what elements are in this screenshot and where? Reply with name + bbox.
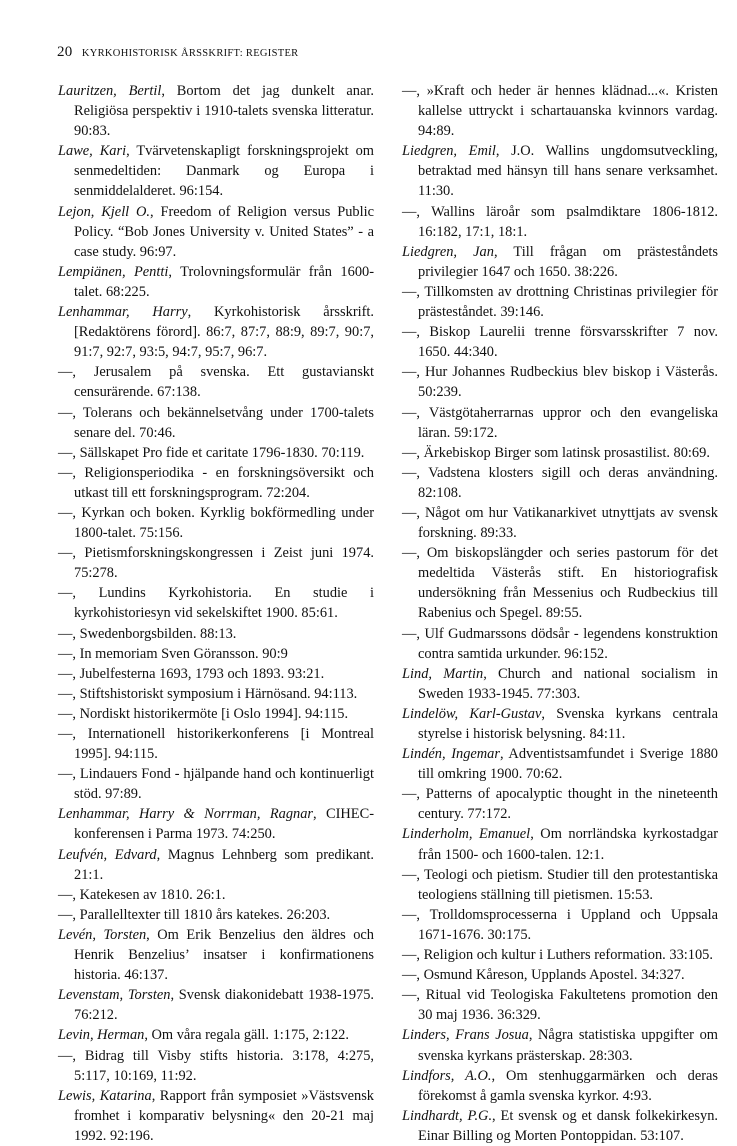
entry-text: —, Ulf Gudmarssons dödsår - legendens konstruktion contra samtida urkunder. 96:152.: [402, 625, 718, 662]
entry-author: Lindfors, A.O.: [402, 1067, 492, 1084]
entry-text: —, Stiftshistoriskt symposium i Härnösand. 94:113.: [58, 685, 358, 702]
entry-text: , Om Erik Benzelius den äldres och Henrik Benzelius’ insatser i konfirmationens historia. 46:137.: [74, 926, 374, 984]
entry-author: Lenhammar, Harry: [58, 304, 188, 321]
register-entry: [402, 81, 718, 141]
entry-text: —, In memoriam Sven Göransson. 90:9: [58, 645, 288, 662]
register-entry: [402, 1025, 718, 1065]
register-entry: [58, 463, 374, 503]
register-entry: [58, 724, 374, 764]
entry-text: —, Jerusalem på svenska. Ett gustavianskt censurärende. 67:138.: [58, 364, 374, 401]
register-entry: [58, 845, 374, 885]
entry-author: Levin, Herman: [58, 1027, 145, 1044]
register-entry: [402, 443, 718, 463]
right-column: [402, 81, 718, 1146]
left-column: [58, 81, 374, 1146]
register-entry: [402, 1106, 718, 1146]
entry-author: Liedgren, Jan: [402, 243, 494, 260]
entry-text: —, Hur Johannes Rudbeckius blev biskop i Västerås. 50:239.: [402, 364, 718, 401]
entry-text: —, Tolerans och bekännelsetvång under 1700-talets senare del. 70:46.: [58, 404, 374, 441]
entry-text: —, Parallelltexter till 1810 års katekes. 26:203.: [58, 906, 331, 923]
register-entry: [402, 463, 718, 503]
entry-author: Lawe, Kari: [58, 143, 127, 160]
register-entry: [402, 704, 718, 744]
entry-text: , Bortom det jag dunkelt anar. Religiösa perspektiv i 1910-talets svenska litteratur. 90:83.: [74, 83, 374, 140]
entry-text: —, Ärkebiskop Birger som latinsk prosastilist. 80:69.: [402, 444, 710, 461]
register-entry: [402, 1066, 718, 1106]
register-entry: [402, 965, 718, 985]
entry-author: Liedgren, Emil: [402, 143, 496, 160]
entry-text: —, Nordiskt historikermöte [i Oslo 1994]. 94:115.: [58, 705, 349, 722]
entry-author: Lenhammar, Harry & Norrman, Ragnar: [58, 806, 314, 823]
entry-text: —, Internationell historikerkonferens [i Montreal 1995]. 94:115.: [58, 726, 374, 763]
entry-text: —, Katekesen av 1810. 26:1.: [58, 886, 226, 903]
entry-text: , Några statistiska uppgifter om svenska kyrkans prästerskap. 28:303.: [418, 1027, 719, 1064]
entry-text: —, Religion och kultur i Luthers reformation. 33:105.: [402, 947, 713, 964]
entry-text: —, Tillkomsten av drottning Christinas privilegier för prästeståndet. 39:146.: [402, 283, 718, 321]
page-header: [57, 44, 298, 61]
entry-author: Linderholm, Emanuel: [402, 826, 531, 843]
register-entry: [58, 362, 374, 402]
register-entry: [58, 1046, 374, 1086]
register-entry: [58, 1025, 374, 1045]
entry-author: Leufvén, Edvard: [58, 846, 157, 863]
entry-text: —, Lindauers Fond - hjälpande hand och kontinuerligt stöd. 97:89.: [58, 766, 374, 803]
register-entry: [402, 202, 718, 242]
entry-text: —, Västgötaherrarnas uppror och den evangeliska läran. 59:172.: [402, 404, 718, 441]
entry-author: Lindhardt, P.G.: [402, 1107, 493, 1124]
entry-text: , Magnus Lehnberg som predikant. 21:1.: [74, 846, 374, 883]
entry-text: —, Biskop Laurelii trenne försvarsskrifter 7 nov. 1650. 44:340.: [402, 324, 718, 361]
register-entry: [58, 885, 374, 905]
register-entry: [58, 302, 374, 362]
entry-text: —, Religionsperiodika - en forskningsöversikt och utkast till ett forskningsprogram. 72:204.: [58, 464, 374, 501]
entry-text: , Om stenhuggarmärken och deras förekomst å gamla svenska kyrkor. 4:93.: [418, 1067, 718, 1104]
register-entry: [402, 543, 718, 623]
register-entry: [58, 443, 374, 463]
entry-text: —, Jubelfesterna 1693, 1793 och 1893. 93:21.: [58, 665, 325, 682]
entry-text: , Kyrkohistorisk årsskrift. [Redaktörens förord]. 86:7, 87:7, 88:9, 89:7, 90:7, 91:7, 92:7, 93:5, 94:7, 95:7, 96:7.: [74, 304, 374, 361]
entry-text: , Svenska kyrkans centrala styrelse i historisk belysning. 84:11.: [418, 705, 718, 742]
register-entry: [58, 985, 374, 1025]
register-entry: [58, 644, 374, 664]
entry-text: , Svensk diakonidebatt 1938-1975. 76:212.: [74, 987, 375, 1024]
register-entry: [58, 81, 374, 141]
register-entry: [58, 543, 374, 583]
register-entry: [402, 784, 718, 824]
entry-text: , Church and national socialism in Sweden 1933-1945. 77:303.: [418, 665, 719, 702]
entry-text: , Trolovningsformulär från 1600-talet. 68:225.: [74, 263, 375, 300]
entry-text: —, »Kraft och heder är hennes klädnad...«. Kristen kallelse uttryckt i schartauanska kvinnors vardag. 94:89.: [402, 83, 718, 140]
entry-text: —, Lundins Kyrkohistoria. En studie i kyrkohistoriesyn vid sekelskiftet 1900. 85:61.: [58, 585, 374, 622]
register-entry: [58, 684, 374, 704]
entry-author: Lauritzen, Bertil: [58, 83, 162, 99]
entry-text: —, Patterns of apocalyptic thought in the nineteenth century. 77:172.: [402, 786, 718, 823]
register-entry: [402, 403, 718, 443]
entry-author: Linders, Frans Josua: [402, 1027, 529, 1044]
register-entry: [58, 202, 374, 262]
entry-text: —, Trolldomsprocesserna i Uppland och Uppsala 1671-1676. 30:175.: [402, 906, 718, 943]
entry-author: Lejon, Kjell O.: [58, 203, 151, 220]
entry-author: Levenstam, Torsten: [58, 987, 171, 1004]
register-entry: [402, 322, 718, 362]
register-entry: [402, 282, 718, 322]
entry-text: —, Ritual vid Teologiska Fakultetens promotion den 30 maj 1936. 36:329.: [402, 987, 718, 1024]
entry-author: Levén, Torsten: [58, 926, 147, 943]
entry-text: —, Bidrag till Visby stifts historia. 3:178, 4:275, 5:117, 10:169, 11:92.: [58, 1047, 374, 1084]
page-number: 20: [57, 44, 73, 60]
register-entry: [58, 141, 374, 201]
register-entry: [402, 503, 718, 543]
entry-text: —, Swedenborgsbilden. 88:13.: [58, 625, 237, 642]
entry-author: Lindelöw, Karl-Gustav: [402, 705, 542, 722]
entry-text: , Rapport från symposiet »Västsvensk fromhet i komparativ belysning« den 20-21 maj 1992. 92:196.: [74, 1087, 374, 1144]
entry-text: —, Kyrkan och boken. Kyrklig bokförmedling under 1800-talet. 75:156.: [58, 504, 374, 542]
register-entry: [58, 624, 374, 644]
register-entry: [58, 503, 374, 543]
register-entry: [58, 925, 374, 985]
entry-text: —, Pietismforskningskongressen i Zeist juni 1974. 75:278.: [58, 545, 374, 582]
entry-text: , Et svensk og et dansk folkekirkesyn. Einar Billing og Morten Pontoppidan. 53:107.: [418, 1107, 718, 1144]
entry-text: , CIHEC-konferensen i Parma 1973. 74:250.: [74, 806, 374, 843]
entry-text: —, Osmund Kåreson, Upplands Apostel. 34:327.: [402, 967, 685, 984]
register-entry: [58, 583, 374, 623]
register-entry: [58, 664, 374, 684]
register-entry: [402, 945, 718, 965]
entry-text: —, Sällskapet Pro fide et caritate 1796-1830. 70:119.: [58, 444, 365, 461]
entry-text: —, Något om hur Vatikanarkivet utnyttjats av svensk forskning. 89:33.: [402, 504, 718, 542]
entry-text: , Tvärvetenskapligt forskningsprojekt om senmedeltiden: Danmark og Europa i senmiddelalderet. 96:154.: [74, 143, 374, 200]
register-entry: [58, 905, 374, 925]
entry-text: —, Wallins läroår som psalmdiktare 1806-1812. 16:182, 17:1, 18:1.: [402, 203, 718, 240]
entry-author: Lind, Martin: [402, 665, 484, 682]
entry-text: —, Vadstena klosters sigill och deras användning. 82:108.: [402, 464, 718, 501]
register-entry: [402, 865, 718, 905]
register-entry: [402, 985, 718, 1025]
register-entry: [402, 744, 718, 784]
entry-text: , Om våra regala gäll. 1:175, 2:122.: [144, 1027, 349, 1044]
entry-text: , Adventistsamfundet i Sverige 1880 till omkring 1900. 70:62.: [418, 746, 718, 783]
register-entry: [402, 141, 718, 201]
register-entry: [58, 704, 374, 724]
running-title: KYRKOHISTORISK ÅRSSKRIFT: REGISTER: [81, 48, 299, 59]
register-entry: [402, 242, 718, 282]
entry-text: —, Om biskopslängder och series pastorum för det medeltida Västerås stift. En historiografisk undersökning från Messenius och Rudbeckius till Rabenius och Spegel. 89:55.: [402, 545, 718, 622]
entry-text: , Om norrländska kyrkostadgar från 1500- och 1600-talen. 12:1.: [418, 826, 718, 863]
entry-author: Lindén, Ingemar: [402, 746, 500, 763]
entry-text: , Till frågan om prästeståndets privilegier 1647 och 1650. 38:226.: [418, 243, 718, 280]
entry-text: —, Teologi och pietism. Studier till den protestantiska teologiens ställning till pietismen. 15:53.: [402, 866, 718, 903]
entry-author: Lewis, Katarina: [58, 1087, 152, 1104]
register-entry: [58, 403, 374, 443]
register-entry: [402, 905, 718, 945]
entry-text: , J.O. Wallins ungdomsutveckling, betraktad med hänsyn till hans senare verksamhet. 11:30.: [418, 143, 718, 200]
register-entry: [58, 262, 374, 302]
register-entry: [402, 664, 718, 704]
register-entry: [402, 362, 718, 402]
register-entry: [402, 624, 718, 664]
register-entry: [58, 764, 374, 804]
entry-text: , Freedom of Religion versus Public Policy. “Bob Jones University v. United States” - a case study. 96:97.: [74, 203, 375, 260]
register-entry: [402, 824, 718, 864]
register-entry: [58, 804, 374, 844]
entry-author: Lempiänen, Pentti: [58, 263, 169, 280]
